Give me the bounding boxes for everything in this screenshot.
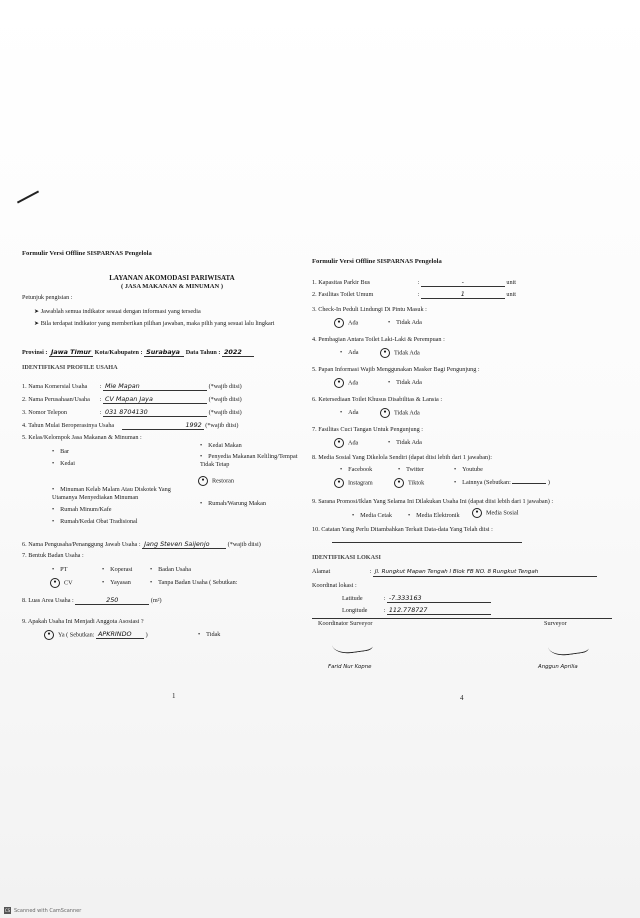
instruction-2: ➤ Bila terdapat indikator yang memberikan pilihan jawaban, maka pilih yang sesuai lalu lingkari bbox=[34, 320, 275, 327]
instruction-1: ➤ Jawablah semua indikator sesuai dengan informasi yang tersedia bbox=[34, 308, 201, 315]
q8-option-youtube[interactable]: • Youtube bbox=[454, 466, 483, 474]
q6-right-option-tidak-ada[interactable]: ● Tidak Ada bbox=[380, 408, 420, 418]
q5-option-kedai-makan[interactable]: • Kedai Makan bbox=[200, 442, 242, 450]
field-alamat: Alamat : Jl. Rungkut Mapan Tengah I Blok FB NO. 8 Rungkut Tengah bbox=[312, 568, 597, 577]
selected-mark-icon: ● bbox=[44, 630, 54, 640]
koordinat-label: Koordinat lokasi : bbox=[312, 582, 357, 589]
right-page-header: Formulir Versi Offline SISPARNAS Pengelola bbox=[312, 258, 442, 265]
tahun-mulai-value[interactable]: 1992 bbox=[122, 421, 204, 430]
q9-option-media-sosial[interactable]: ● Media Sosial bbox=[472, 508, 518, 518]
nama-perusahaan-value[interactable]: CV Mapan Jaya bbox=[103, 395, 207, 404]
form-subtitle: ( JASA MAKANAN & MINUMAN ) bbox=[120, 282, 223, 290]
q5-right-option-ada[interactable]: ● Ada bbox=[334, 378, 358, 388]
kelab-malam-label: • Minuman Kelab Malam Atau Diskotek Yang Utamanya Menyediakan Minuman bbox=[52, 486, 171, 501]
q7-right-option-ada[interactable]: ● Ada bbox=[334, 438, 358, 448]
selected-mark-icon: ● bbox=[50, 578, 60, 588]
q5-option-bar[interactable]: • Bar bbox=[52, 448, 69, 456]
q8-option-twitter[interactable]: • Twitter bbox=[398, 466, 424, 474]
right-page-number: 4 bbox=[460, 694, 464, 702]
selected-mark-icon: ● bbox=[380, 348, 390, 358]
provinsi-value[interactable]: Jawa Timur bbox=[51, 348, 92, 356]
q5-option-rumah-minum[interactable]: • Rumah Minum/Kafe bbox=[52, 506, 112, 514]
selected-mark-icon: ● bbox=[380, 408, 390, 418]
q5-option-kedai-obat[interactable]: • Rumah/Kedai Obat Tradisional bbox=[52, 518, 138, 526]
q7-right-label: 7. Fasilitas Cuci Tangan Untuk Pengunjung : bbox=[312, 426, 423, 433]
q7-option-badan-usaha[interactable]: • Badan Usaha bbox=[150, 566, 191, 574]
q6-right-label: 6. Ketersediaan Toilet Khusus Disabilitas & Lansia : bbox=[312, 396, 443, 403]
surveyor-signature bbox=[547, 631, 590, 657]
q10-label: 10. Catatan Yang Perlu Ditambahkan Terkait Data-data Yang Telah diisi : bbox=[312, 526, 493, 533]
q8-option-lainnya[interactable]: • Lainnya (Sebutkan: ) bbox=[454, 479, 550, 487]
q7-right-option-tidak-ada[interactable]: • Tidak Ada bbox=[388, 439, 422, 447]
q7-option-koperasi[interactable]: • Koperasi bbox=[102, 566, 133, 574]
luas-area-value[interactable]: 250 bbox=[75, 596, 149, 605]
form-title: LAYANAN AKOMODASI PARIWISATA bbox=[109, 274, 235, 283]
q3-option-ada[interactable]: ● Ada bbox=[334, 318, 358, 328]
left-page-number: 1 bbox=[172, 692, 176, 700]
q9-label: 9. Apakah Usaha Ini Menjadi Anggota Asosiasi ? bbox=[22, 618, 144, 625]
section-lokasi: IDENTIFIKASI LOKASI bbox=[312, 554, 381, 561]
selected-mark-icon: ● bbox=[334, 438, 344, 448]
right-page bbox=[312, 250, 622, 710]
field-tahun-mulai: 4. Tahun Mulai Beroperasinya Usaha 1992 (*wajib diisi) bbox=[22, 421, 239, 429]
q8-option-tiktok[interactable]: ● Tiktok bbox=[394, 478, 424, 488]
q7-option-pt[interactable]: • PT bbox=[52, 566, 67, 574]
surveyor-name: Anggun Aprilia bbox=[538, 664, 578, 670]
q9-option-media-elektronik[interactable]: • Media Elektronik bbox=[408, 512, 460, 520]
location-line: Provinsi : Jawa Timur Kota/Kabupaten : Surabaya Data Tahun : 2022 bbox=[22, 348, 254, 357]
q8-option-instagram[interactable]: ● Instagram bbox=[334, 478, 373, 488]
field-nama-komersial: 1. Nama Komersial Usaha : Mie Mapan (*wajib diisi) bbox=[22, 382, 242, 390]
signature-divider bbox=[312, 618, 612, 619]
q8-option-facebook[interactable]: • Facebook bbox=[340, 466, 372, 474]
instruction-heading: Petunjuk pengisian : bbox=[22, 294, 73, 301]
q4-option-ada[interactable]: • Ada bbox=[340, 349, 358, 357]
selected-mark-icon: ● bbox=[334, 318, 344, 328]
q9-option-media-cetak[interactable]: • Media Cetak bbox=[352, 512, 392, 520]
left-page bbox=[22, 250, 322, 710]
selected-mark-icon: ● bbox=[334, 478, 344, 488]
q5-option-restoran[interactable]: ● Restoran bbox=[198, 476, 234, 486]
q9-option-ya[interactable]: ● Ya ( Sebutkan: APKRINDO ) bbox=[44, 630, 148, 640]
q7-option-yayasan[interactable]: • Yayasan bbox=[102, 579, 131, 587]
notes-line[interactable] bbox=[332, 542, 522, 543]
asosiasi-value[interactable]: APKRINDO bbox=[96, 630, 144, 639]
field-longitude: Longitude : 112.778727 bbox=[342, 606, 491, 615]
q5-option-keliling[interactable] bbox=[200, 453, 304, 469]
q9-right-label: 9. Sarana Promosi/Iklan Yang Selama Ini Dilakukan Usaha Ini (dapat diisi lebih dari 1 jawaban) : bbox=[312, 498, 554, 505]
section-profile: IDENTIFIKASI PROFILE USAHA bbox=[22, 364, 118, 371]
alamat-value[interactable]: Jl. Rungkut Mapan Tengah I Blok FB NO. 8 Rungkut Tengah bbox=[373, 569, 597, 577]
camscanner-watermark: CS Scanned with CamScanner bbox=[4, 908, 82, 914]
field-nomor-telepon: 3. Nomor Telepon : 031 8704130 (*wajib diisi) bbox=[22, 408, 242, 416]
q5-label: 5. Kelas/Kelompok Jasa Makanan & Minuman : bbox=[22, 434, 142, 441]
tahun-value[interactable]: 2022 bbox=[222, 348, 254, 357]
lainnya-blank[interactable] bbox=[512, 483, 546, 484]
q3-option-tidak-ada[interactable]: • Tidak Ada bbox=[388, 319, 422, 327]
q4-option-tidak-ada[interactable]: ● Tidak Ada bbox=[380, 348, 420, 358]
field-latitude: Latitude : -7.333163 bbox=[342, 594, 491, 603]
q5-right-option-tidak-ada[interactable]: • Tidak Ada bbox=[388, 379, 422, 387]
longitude-value[interactable]: 112.778727 bbox=[387, 606, 491, 615]
q5-option-kedai[interactable]: • Kedai bbox=[52, 460, 75, 468]
koordinator-label: Koordinator Surveyor bbox=[318, 620, 373, 627]
selected-mark-icon: ● bbox=[394, 478, 404, 488]
row-toilet-umum: 2. Fasilitas Toilet Umum : 1 unit bbox=[312, 290, 517, 298]
camscanner-logo-icon: CS bbox=[4, 908, 11, 913]
q5-option-kelab-malam[interactable] bbox=[52, 486, 192, 502]
field-nama-perusahaan: 2. Nama Perusahaan/Usaha : CV Mapan Jaya (*wajib diisi) bbox=[22, 395, 242, 403]
q7-option-cv[interactable]: ● CV bbox=[50, 578, 73, 588]
q5-option-warung-makan[interactable]: • Rumah/Warung Makan bbox=[200, 500, 266, 508]
q7-label: 7. Bentuk Badan Usaha : bbox=[22, 552, 84, 559]
q4-label: 4. Pembagian Antara Toilet Laki-Laki & Perempuan : bbox=[312, 336, 445, 343]
toilet-umum-value[interactable]: 1 bbox=[421, 290, 505, 299]
q6-right-option-ada[interactable]: • Ada bbox=[340, 409, 358, 417]
parkir-bus-value[interactable]: - bbox=[421, 278, 505, 287]
latitude-value[interactable]: -7.333163 bbox=[387, 594, 491, 603]
kota-value[interactable]: Surabaya bbox=[144, 348, 184, 357]
q3-label: 3. Check-In Peduli Lindungi Di Pintu Masuk : bbox=[312, 306, 427, 313]
left-page-header: Formulir Versi Offline SISPARNAS Pengelola bbox=[22, 250, 152, 257]
pen-stroke bbox=[17, 190, 39, 203]
selected-mark-icon: ● bbox=[198, 476, 208, 486]
nomor-telepon-value[interactable]: 031 8704130 bbox=[103, 408, 207, 417]
selected-mark-icon: ● bbox=[472, 508, 482, 518]
q5-right-label: 5. Papan Informasi Wajib Menggunakan Masker Bagi Pengunjung : bbox=[312, 366, 480, 373]
field-luas-area: 8. Luas Area Usaha : 250 (m²) bbox=[22, 596, 162, 604]
surveyor-label: Surveyor bbox=[544, 620, 567, 627]
row-parkir-bus: 1. Kapasitas Parkir Bus : - unit bbox=[312, 278, 517, 286]
nama-komersial-value[interactable]: Mie Mapan bbox=[103, 382, 207, 391]
q8-right-label: 8. Media Sosial Yang Dikelola Sendiri (dapat diisi lebih dari 1 jawaban): bbox=[312, 454, 492, 461]
koordinator-name: Farid Nur Kopne bbox=[328, 664, 372, 670]
keliling-label: • Penyedia Makanan Keliling/Tempat Tidak Tetap bbox=[200, 453, 297, 468]
pengusaha-value[interactable]: Jang Steven Saijenjo bbox=[142, 540, 226, 549]
field-pengusaha: 6. Nama Pengusaha/Penanggung Jawab Usaha : Jang Steven Saijenjo (*wajib diisi) bbox=[22, 540, 261, 548]
selected-mark-icon: ● bbox=[334, 378, 344, 388]
q7-option-tanpa-badan[interactable]: • Tanpa Badan Usaha ( Sebutkan: bbox=[150, 579, 237, 587]
q9-option-tidak[interactable]: • Tidak bbox=[198, 631, 220, 639]
koordinator-signature bbox=[331, 629, 374, 655]
